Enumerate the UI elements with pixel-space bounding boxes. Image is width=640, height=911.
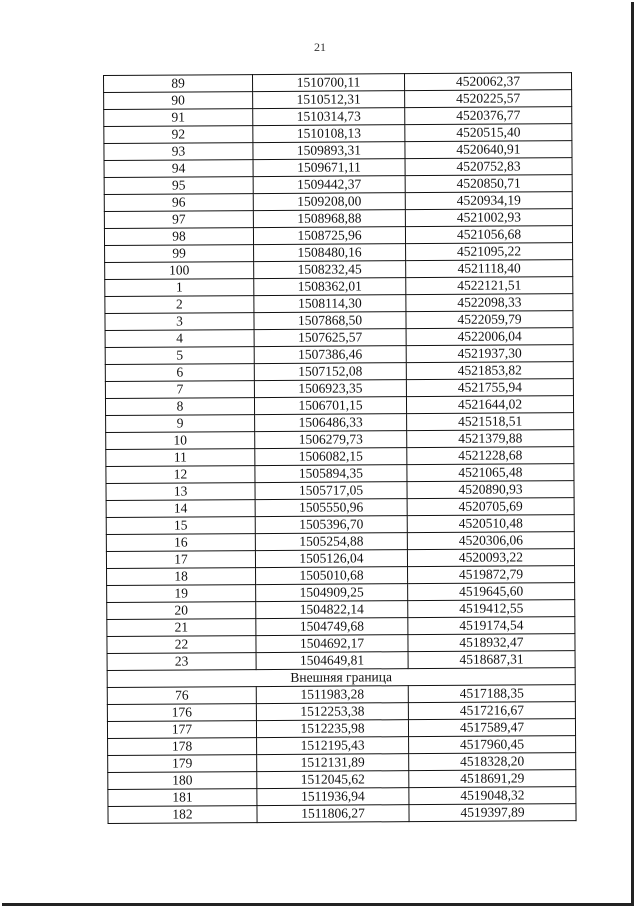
point-number-cell: 96 — [104, 194, 253, 212]
table-row — [104, 226, 572, 246]
table-body-bottom — [107, 685, 576, 824]
y-coordinate-cell: 4517960,45 — [409, 736, 576, 754]
table-row — [107, 566, 575, 586]
y-coordinate-cell: 4520515,40 — [405, 124, 572, 142]
y-coordinate-cell: 4521518,51 — [407, 413, 574, 431]
y-coordinate-cell: 4520093,22 — [407, 549, 574, 567]
x-coordinate-cell: 1504822,14 — [256, 601, 408, 619]
y-coordinate-cell: 4519645,60 — [408, 583, 575, 601]
x-coordinate-cell: 1505396,70 — [255, 516, 407, 534]
x-coordinate-cell: 1512235,98 — [256, 720, 408, 738]
table-row — [106, 498, 574, 518]
point-number-cell: 180 — [108, 772, 257, 790]
point-number-cell: 19 — [107, 585, 256, 603]
x-coordinate-cell: 1509442,37 — [253, 176, 405, 194]
table-row — [105, 379, 573, 399]
x-coordinate-cell: 1505126,04 — [255, 550, 407, 568]
y-coordinate-cell: 4521118,40 — [406, 260, 573, 278]
y-coordinate-cell: 4519412,55 — [408, 600, 575, 618]
x-coordinate-cell: 1508232,45 — [254, 261, 406, 279]
point-number-cell: 182 — [108, 806, 257, 824]
table-row — [104, 209, 572, 229]
y-coordinate-cell: 4517589,47 — [408, 719, 575, 737]
point-number-cell: 21 — [107, 619, 256, 637]
x-coordinate-cell: 1504909,25 — [256, 584, 408, 602]
y-coordinate-cell: 4519048,32 — [409, 787, 576, 805]
x-coordinate-cell: 1510700,11 — [253, 74, 405, 92]
point-number-cell: 11 — [106, 449, 255, 467]
point-number-cell: 100 — [105, 262, 254, 280]
table-body-top — [104, 73, 576, 671]
y-coordinate-cell: 4521755,94 — [406, 379, 573, 397]
point-number-cell: 90 — [104, 92, 253, 110]
y-coordinate-cell: 4518687,31 — [408, 651, 575, 669]
y-coordinate-cell: 4520705,69 — [407, 498, 574, 516]
table-row — [105, 277, 573, 297]
x-coordinate-cell: 1506701,15 — [254, 397, 406, 415]
y-coordinate-cell: 4519174,54 — [408, 617, 575, 635]
x-coordinate-cell: 1511806,27 — [257, 805, 409, 823]
table-row — [107, 583, 575, 603]
x-coordinate-cell: 1508968,88 — [253, 210, 405, 228]
point-number-cell: 4 — [105, 330, 254, 348]
point-number-cell: 76 — [107, 687, 256, 705]
point-number-cell: 98 — [104, 228, 253, 246]
y-coordinate-cell: 4521228,68 — [407, 447, 574, 465]
point-number-cell: 95 — [104, 177, 253, 195]
point-number-cell: 178 — [108, 738, 257, 756]
y-coordinate-cell: 4517188,35 — [408, 685, 575, 703]
y-coordinate-cell: 4520306,06 — [407, 532, 574, 550]
table-row — [106, 481, 574, 501]
table-row — [105, 396, 573, 416]
point-number-cell: 5 — [105, 347, 254, 365]
point-number-cell: 6 — [105, 364, 254, 382]
point-number-cell: 9 — [106, 415, 255, 433]
point-number-cell: 22 — [107, 636, 256, 654]
y-coordinate-cell: 4521056,68 — [405, 226, 572, 244]
y-coordinate-cell: 4522121,51 — [406, 277, 573, 295]
table-row — [104, 124, 572, 144]
table-row — [104, 175, 572, 195]
x-coordinate-cell: 1511983,28 — [256, 686, 408, 704]
table-row — [106, 532, 574, 552]
x-coordinate-cell: 1506923,35 — [254, 380, 406, 398]
x-coordinate-cell: 1512045,62 — [257, 771, 409, 789]
x-coordinate-cell: 1508725,96 — [253, 227, 405, 245]
coordinates-table — [103, 72, 577, 824]
point-number-cell: 181 — [108, 789, 257, 807]
y-coordinate-cell: 4521002,93 — [405, 209, 572, 227]
x-coordinate-cell: 1506279,73 — [255, 431, 407, 449]
table-row — [105, 328, 573, 348]
table-row — [108, 770, 576, 790]
table-row — [106, 515, 574, 535]
x-coordinate-cell: 1504649,81 — [256, 652, 408, 670]
table-row — [107, 719, 575, 739]
point-number-cell: 94 — [104, 160, 253, 178]
point-number-cell: 14 — [106, 500, 255, 518]
x-coordinate-cell: 1508480,16 — [254, 244, 406, 262]
x-coordinate-cell: 1507625,57 — [254, 329, 406, 347]
table-row — [106, 447, 574, 467]
table-row — [106, 413, 574, 433]
x-coordinate-cell: 1509208,00 — [253, 193, 405, 211]
table-row — [106, 549, 574, 569]
point-number-cell: 177 — [107, 721, 256, 739]
y-coordinate-cell: 4521937,30 — [406, 345, 573, 363]
table-row — [107, 617, 575, 637]
x-coordinate-cell: 1505010,68 — [256, 567, 408, 585]
y-coordinate-cell: 4519872,79 — [408, 566, 575, 584]
point-number-cell: 10 — [106, 432, 255, 450]
point-number-cell: 2 — [105, 296, 254, 314]
x-coordinate-cell: 1505717,05 — [255, 482, 407, 500]
point-number-cell: 18 — [107, 568, 256, 586]
y-coordinate-cell: 4522059,79 — [406, 311, 573, 329]
x-coordinate-cell: 1507152,08 — [254, 363, 406, 381]
point-number-cell: 7 — [105, 381, 254, 399]
y-coordinate-cell: 4519397,89 — [409, 804, 576, 822]
y-coordinate-cell: 4520890,93 — [407, 481, 574, 499]
point-number-cell: 20 — [107, 602, 256, 620]
table-row — [106, 464, 574, 484]
point-number-cell: 15 — [106, 517, 255, 535]
y-coordinate-cell: 4520225,57 — [405, 90, 572, 108]
x-coordinate-cell: 1504692,17 — [256, 635, 408, 653]
table-row — [107, 685, 575, 705]
coordinates-table-container — [103, 75, 570, 824]
table-row — [105, 294, 573, 314]
table-row — [106, 430, 574, 450]
y-coordinate-cell: 4521065,48 — [407, 464, 574, 482]
table-row — [105, 311, 573, 331]
point-number-cell: 179 — [108, 755, 257, 773]
table-row — [105, 260, 573, 280]
y-coordinate-cell: 4520850,71 — [405, 175, 572, 193]
table-row — [107, 600, 575, 620]
y-coordinate-cell: 4520510,48 — [407, 515, 574, 533]
x-coordinate-cell: 1505894,35 — [255, 465, 407, 483]
table-row — [108, 787, 576, 807]
point-number-cell: 99 — [105, 245, 254, 263]
y-coordinate-cell: 4518691,29 — [409, 770, 576, 788]
y-coordinate-cell: 4517216,67 — [408, 702, 575, 720]
y-coordinate-cell: 4522098,33 — [406, 294, 573, 312]
y-coordinate-cell: 4522006,04 — [406, 328, 573, 346]
point-number-cell: 176 — [107, 704, 256, 722]
x-coordinate-cell: 1512131,89 — [257, 754, 409, 772]
x-coordinate-cell: 1505254,88 — [255, 533, 407, 551]
x-coordinate-cell: 1504749,68 — [256, 618, 408, 636]
table-row — [107, 634, 575, 654]
point-number-cell: 13 — [106, 483, 255, 501]
x-coordinate-cell: 1510512,31 — [253, 91, 405, 109]
table-row — [104, 90, 572, 110]
point-number-cell: 91 — [104, 109, 253, 127]
table-row — [105, 362, 573, 382]
x-coordinate-cell: 1512253,38 — [256, 703, 408, 721]
x-coordinate-cell: 1510314,73 — [253, 108, 405, 126]
point-number-cell: 12 — [106, 466, 255, 484]
x-coordinate-cell: 1506486,33 — [255, 414, 407, 432]
y-coordinate-cell: 4518932,47 — [408, 634, 575, 652]
x-coordinate-cell: 1510108,13 — [253, 125, 405, 143]
point-number-cell: 8 — [105, 398, 254, 416]
table-row — [107, 651, 575, 671]
table-row — [104, 107, 572, 127]
y-coordinate-cell: 4521853,82 — [406, 362, 573, 380]
x-coordinate-cell: 1506082,15 — [255, 448, 407, 466]
x-coordinate-cell: 1508362,01 — [254, 278, 406, 296]
table-row — [104, 192, 572, 212]
table-row — [107, 702, 575, 722]
table-row — [105, 345, 573, 365]
point-number-cell: 92 — [104, 126, 253, 144]
x-coordinate-cell: 1509893,31 — [253, 142, 405, 160]
x-coordinate-cell: 1508114,30 — [254, 295, 406, 313]
x-coordinate-cell: 1507386,46 — [254, 346, 406, 364]
point-number-cell: 89 — [104, 75, 253, 93]
point-number-cell: 16 — [106, 534, 255, 552]
y-coordinate-cell: 4520934,19 — [405, 192, 572, 210]
y-coordinate-cell: 4520640,91 — [405, 141, 572, 159]
point-number-cell: 23 — [107, 653, 256, 671]
x-coordinate-cell: 1505550,96 — [255, 499, 407, 517]
section-label: Внешняя граница — [107, 668, 575, 688]
x-coordinate-cell: 1509671,11 — [253, 159, 405, 177]
point-number-cell: 1 — [105, 279, 254, 297]
y-coordinate-cell: 4520376,77 — [405, 107, 572, 125]
table-row — [108, 753, 576, 773]
table-row — [104, 141, 572, 161]
page-number: 21 — [314, 40, 326, 54]
table-row — [108, 736, 576, 756]
x-coordinate-cell: 1507868,50 — [254, 312, 406, 330]
table-row — [105, 243, 573, 263]
y-coordinate-cell: 4520752,83 — [405, 158, 572, 176]
table-row — [104, 73, 572, 93]
x-coordinate-cell: 1511936,94 — [257, 788, 409, 806]
y-coordinate-cell: 4521095,22 — [406, 243, 573, 261]
y-coordinate-cell: 4518328,20 — [409, 753, 576, 771]
point-number-cell: 97 — [104, 211, 253, 229]
table-row — [104, 158, 572, 178]
y-coordinate-cell: 4520062,37 — [404, 73, 571, 91]
y-coordinate-cell: 4521644,02 — [406, 396, 573, 414]
point-number-cell: 3 — [105, 313, 254, 331]
point-number-cell: 93 — [104, 143, 253, 161]
point-number-cell: 17 — [106, 551, 255, 569]
x-coordinate-cell: 1512195,43 — [257, 737, 409, 755]
table-row — [108, 804, 576, 824]
y-coordinate-cell: 4521379,88 — [407, 430, 574, 448]
